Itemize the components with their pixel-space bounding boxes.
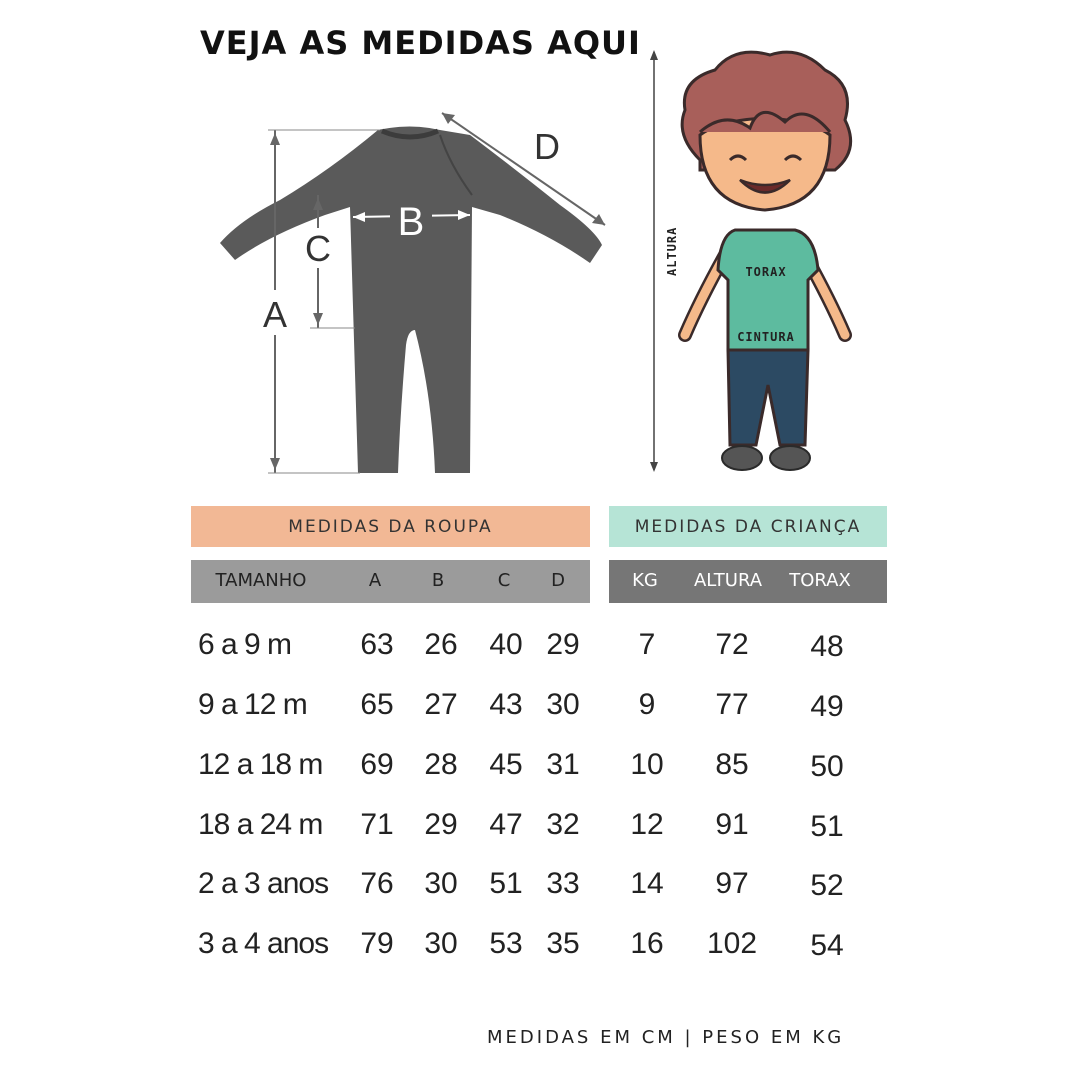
table-cell-b: 27 <box>424 688 458 721</box>
table-cell-a: 69 <box>360 748 394 781</box>
clothes-table-header <box>191 560 590 603</box>
table-cell-torax: 54 <box>810 929 844 962</box>
table-cell-d: 33 <box>546 867 580 900</box>
table-cell-torax: 50 <box>810 750 844 783</box>
clothes-table-title: MEDIDAS DA ROUPA <box>191 506 590 547</box>
table-row-size: 3 a 4 anos <box>198 927 329 960</box>
header-b: B <box>431 570 445 591</box>
table-cell-torax: 48 <box>810 630 844 663</box>
table-row-size: 6 a 9 m <box>198 628 292 661</box>
table-cell-b: 29 <box>424 808 458 841</box>
child-table-header <box>609 560 887 603</box>
label-d: D <box>534 126 560 167</box>
table-cell-altura: 85 <box>715 748 749 781</box>
table-cell-altura: 97 <box>715 867 749 900</box>
table-cell-torax: 52 <box>810 869 844 902</box>
page-title: VEJA AS MEDIDAS AQUI <box>200 24 641 62</box>
torax-label: TORAX <box>745 265 787 279</box>
table-cell-c: 43 <box>489 688 523 721</box>
header-kg: KG <box>632 570 658 591</box>
table-cell-a: 79 <box>360 927 394 960</box>
table-cell-b: 28 <box>424 748 458 781</box>
table-cell-kg: 9 <box>638 688 656 721</box>
table-cell-d: 30 <box>546 688 580 721</box>
table-cell-d: 31 <box>546 748 580 781</box>
table-cell-a: 71 <box>360 808 394 841</box>
label-c: C <box>305 228 331 269</box>
header-d: D <box>551 570 565 591</box>
child-illustration <box>640 40 880 480</box>
table-cell-b: 30 <box>424 867 458 900</box>
table-cell-c: 51 <box>489 867 523 900</box>
altura-label: ALTURA <box>665 226 679 276</box>
child-table-title: MEDIDAS DA CRIANÇA <box>609 506 887 547</box>
table-cell-torax: 49 <box>810 690 844 723</box>
table-cell-d: 35 <box>546 927 580 960</box>
label-b: B <box>397 200 425 244</box>
table-cell-kg: 14 <box>630 867 664 900</box>
table-cell-c: 47 <box>489 808 523 841</box>
table-cell-a: 65 <box>360 688 394 721</box>
table-cell-kg: 12 <box>630 808 664 841</box>
table-cell-altura: 102 <box>706 927 758 960</box>
header-torax: TORAX <box>789 570 851 591</box>
table-cell-c: 40 <box>489 628 523 661</box>
garment-measurement-diagram <box>210 95 630 490</box>
table-cell-a: 63 <box>360 628 394 661</box>
table-cell-altura: 72 <box>715 628 749 661</box>
table-row-size: 12 a 18 m <box>198 748 323 781</box>
table-cell-b: 26 <box>424 628 458 661</box>
table-cell-a: 76 <box>360 867 394 900</box>
table-row-size: 9 a 12 m <box>198 688 307 721</box>
header-c: C <box>497 570 511 591</box>
table-row-size: 2 a 3 anos <box>198 867 329 900</box>
table-cell-d: 32 <box>546 808 580 841</box>
table-cell-kg: 7 <box>638 628 656 661</box>
label-a: A <box>262 294 288 335</box>
cintura-label: CINTURA <box>737 330 795 344</box>
table-cell-c: 45 <box>489 748 523 781</box>
table-cell-altura: 77 <box>715 688 749 721</box>
table-cell-altura: 91 <box>715 808 749 841</box>
table-cell-kg: 16 <box>630 927 664 960</box>
header-tamanho: TAMANHO <box>215 570 307 591</box>
table-cell-b: 30 <box>424 927 458 960</box>
units-footnote: MEDIDAS EM CM | PESO EM KG <box>487 1027 845 1048</box>
header-altura: ALTURA <box>693 570 763 591</box>
table-row-size: 18 a 24 m <box>198 808 323 841</box>
table-cell-d: 29 <box>546 628 580 661</box>
table-cell-torax: 51 <box>810 810 844 843</box>
table-cell-kg: 10 <box>630 748 664 781</box>
table-cell-c: 53 <box>489 927 523 960</box>
pants <box>728 350 808 445</box>
header-a: A <box>368 570 382 591</box>
